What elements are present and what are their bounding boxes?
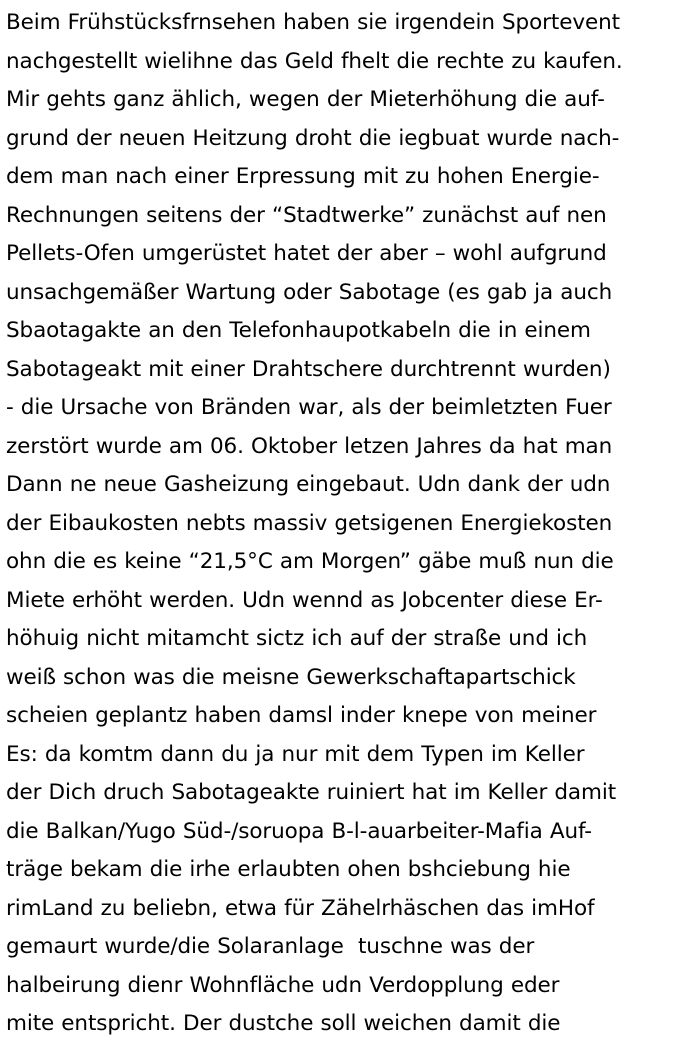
text-line: ohn die es keine “21,5°C am Morgen” gäbe muß nun die: [6, 549, 614, 574]
text-line: der Dich druch Sabotageakte ruiniert hat im Keller damit: [6, 780, 617, 805]
text-line: weiß schon was die meisne Gewerkschaftapartschick: [6, 664, 576, 690]
text-line: - die Ursache von Bränden war, als der beimletzten Fuer: [6, 395, 612, 420]
text-line: Sbaotagakte an den Telefonhaupotkabeln die in einem: [6, 318, 591, 343]
text-line: zerstört wurde am 06. Oktober letzen Jahres da hat man: [6, 433, 613, 459]
text-line: Miete erhöht werden. Udn wennd as Jobcenter diese Er-: [6, 587, 603, 613]
document-text-body: [6, 4, 676, 1044]
text-line: Es: da komtm dann du ja nur mit dem Typen im Keller: [6, 741, 585, 767]
text-line: Dann ne neue Gasheizung eingebaut. Udn dank der udn: [6, 472, 611, 497]
text-line: grund der neuen Heitzung droht die iegbuat wurde nach-: [6, 125, 620, 151]
text-line: unsachgemäßer Wartung oder Sabotage (es gab ja auch: [6, 279, 613, 305]
text-line: Sabotageakt mit einer Drahtschere durchtrennt wurden): [6, 356, 611, 382]
text-line: Mir gehts ganz ählich, wegen der Mieterhöhung die auf-: [6, 87, 605, 112]
text-line: höhuig nicht mitamcht sictz ich auf der straße und ich: [6, 626, 588, 651]
text-line: gemaurt wurde/die Solaranlage tuschne was der: [6, 934, 535, 959]
text-line: halbeirung dienr Wohnfläche udn Verdopplung eder: [6, 972, 560, 998]
text-line: dem man nach einer Erpressung mit zu hohen Energie-: [6, 164, 600, 189]
text-line: der Eibaukosten nebts massiv getsigenen Energiekosten: [6, 510, 613, 536]
text-line: scheien geplantz haben damsl inder knepe von meiner: [6, 703, 597, 728]
text-line: die Balkan/Yugo Süd-/soruopa B-l-auarbeiter-Mafia Auf-: [6, 818, 592, 844]
text-line: Beim Frühstücksfrnsehen haben sie irgendein Sportevent: [6, 10, 620, 35]
text-line: Rechnungen seitens der “Stadtwerke” zunächst auf nen: [6, 202, 607, 228]
text-line: Pellets-Ofen umgerüstet hatet der aber – wohl aufgrund: [6, 241, 607, 266]
text-line: rimLand zu beliebn, etwa für Zähelrhäschen das imHof: [6, 895, 595, 921]
text-line: mite entspricht. Der dustche soll weichen damit die: [6, 1011, 561, 1036]
text-line: träge bekam die irhe erlaubten ohen bshciebung hie: [6, 857, 571, 882]
text-line: nachgestellt wielihne das Geld fhelt die rechte zu kaufen.: [6, 48, 623, 74]
